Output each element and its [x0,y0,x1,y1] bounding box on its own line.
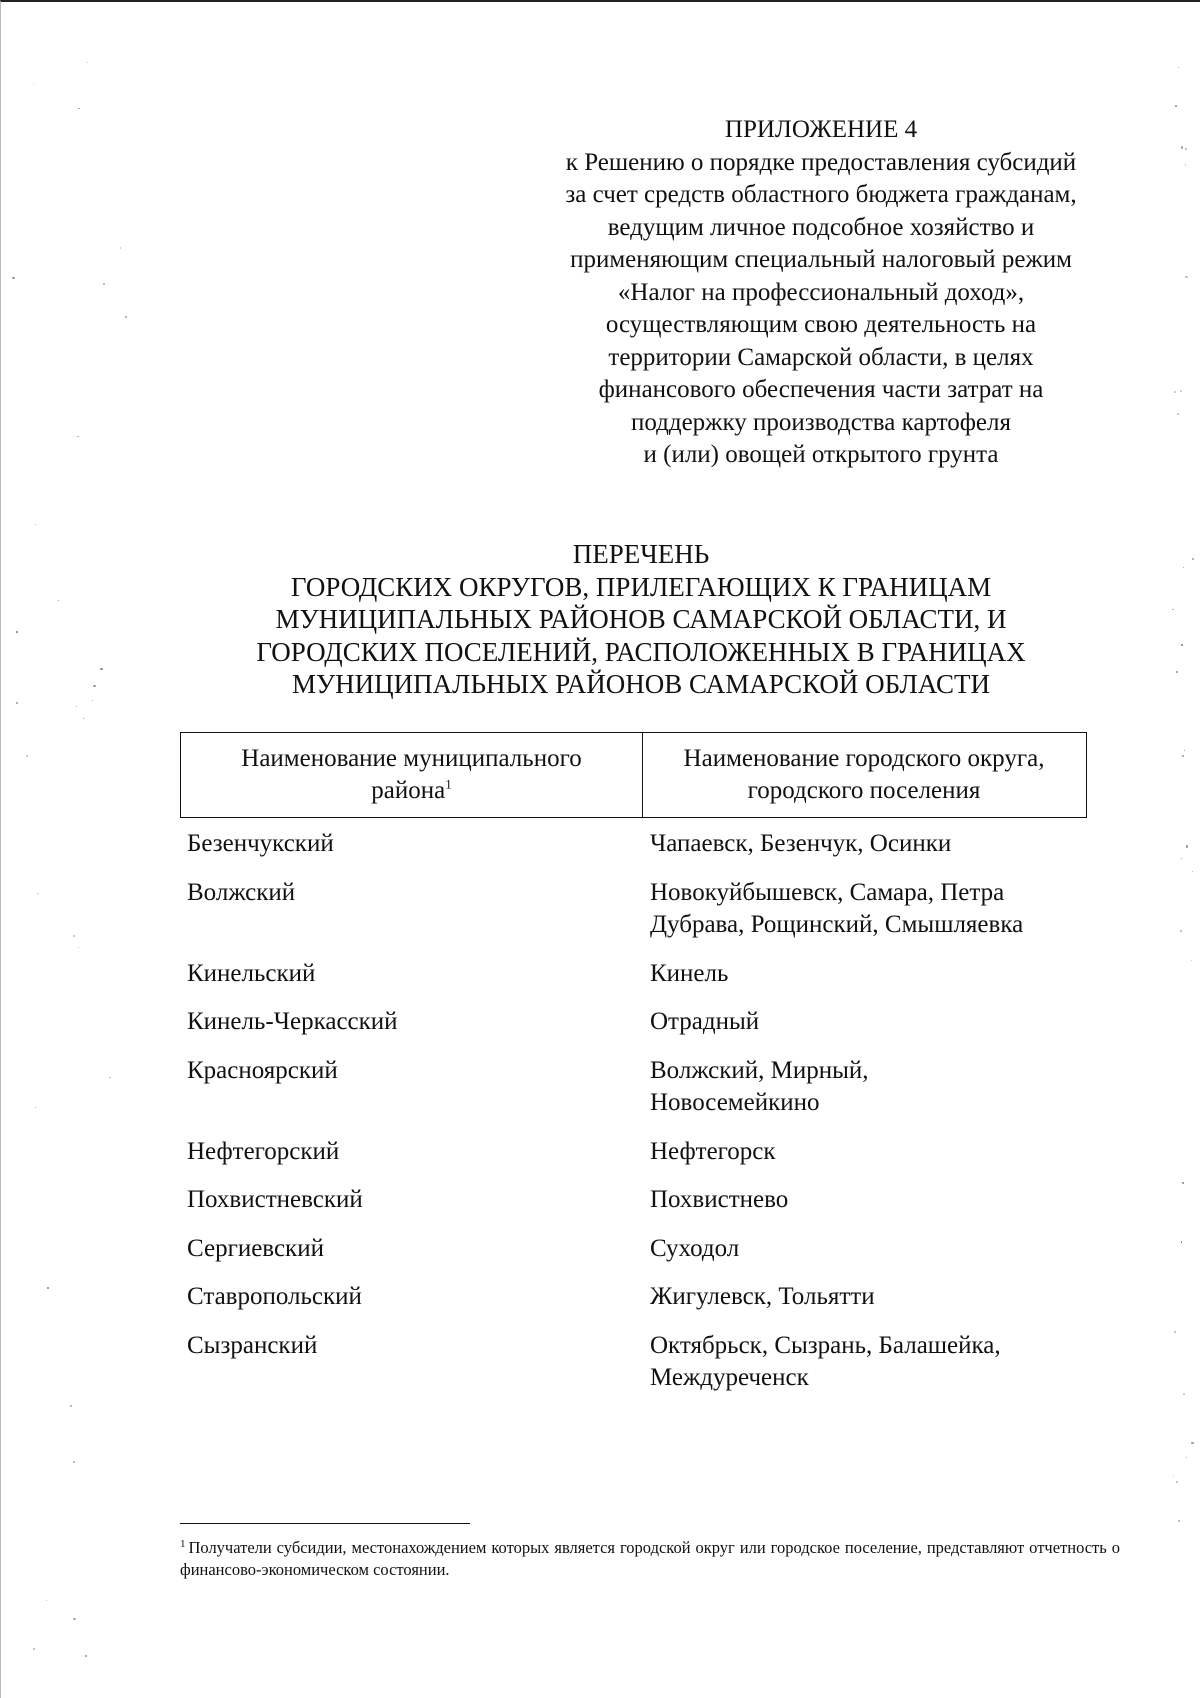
districts-table [180,732,1087,1395]
appendix-line: за счет средств областного бюджета гражданам, [565,181,1077,208]
scan-speck [1176,671,1178,673]
scan-speck [1192,558,1194,560]
footnote-reference: 1 [445,776,452,792]
scan-speck [1186,1457,1187,1458]
appendix-line: и (или) овощей открытого грунта [643,441,999,468]
scan-speck [35,524,36,525]
scan-speck [125,316,127,318]
table-row [180,828,1087,861]
scan-speck [1180,390,1182,392]
scan-speck [109,1077,110,1078]
table-row [180,877,1087,942]
district-cell: Кинель-Черкасский [187,1008,398,1035]
scan-speck [1185,164,1187,166]
scan-speck [1185,148,1187,150]
district-cell: Безенчукский [187,830,334,857]
header-cities [643,733,1085,817]
appendix-line: осуществляющим свою деятельность на [605,311,1037,338]
scan-speck [1178,67,1179,68]
header-cities-line2: городского поселения [747,777,981,804]
cities-line: Суходол [650,1234,740,1262]
heading-line: ГОРОДСКИХ ПОСЕЛЕНИЙ, РАСПОЛОЖЕННЫХ В ГРАНИЦАХ [256,636,1026,667]
district-cell: Нефтегорский [187,1137,340,1165]
appendix-title: ПРИЛОЖЕНИЕ 4 [724,116,918,143]
header-cities-line1: Наименование городского округа, [683,745,1045,772]
scan-speck [1177,413,1179,415]
heading-line: МУНИЦИПАЛЬНЫХ РАЙОНОВ САМАРСКОЙ ОБЛАСТИ [292,669,990,699]
scan-speck [85,1655,87,1657]
scan-speck [33,1648,35,1650]
scan-speck [100,668,102,670]
cities-cell [642,1281,1087,1314]
scan-speck [1181,858,1182,859]
heading-title: ПЕРЕЧЕНЬ [572,539,710,569]
header-district-text [241,743,581,807]
district-cell: Сергиевский [187,1234,324,1262]
scan-speck [1180,930,1182,932]
scan-speck [35,1107,36,1108]
scan-speck [1176,1481,1178,1483]
heading-line: ГОРОДСКИХ ОКРУГОВ, ПРИЛЕГАЮЩИХ К ГРАНИЦАМ [290,571,992,602]
district-cell: Ставропольский [187,1283,362,1310]
appendix-line: поддержку производства картофеля [630,408,1012,436]
scan-speck [93,685,95,687]
table-row [180,1136,1087,1169]
cities-cell [642,1136,1087,1169]
cities-cell [642,1055,1087,1120]
cities-line: Новокуйбышевск, Самара, Петра [650,878,1005,906]
table-body [180,828,1087,1395]
heading-line: МУНИЦИПАЛЬНЫХ РАЙОНОВ САМАРСКОЙ ОБЛАСТИ, И [275,604,1007,634]
cities-line: Похвистнево [650,1186,789,1213]
cities-line: Волжский, Мирный, [650,1056,869,1084]
cities-line: Дубрава, Рощинский, Смышляевка [650,911,1024,938]
scan-speck [46,1600,47,1601]
footnote-mark: 1 [180,1537,186,1550]
scan-speck [16,631,18,633]
table-row [180,1233,1087,1266]
scan-speck [47,1287,49,1289]
scan-speck [1172,609,1173,610]
cities-line: Жигулевск, Тольятти [650,1283,875,1310]
cities-line: Новосемейкино [650,1089,820,1116]
scan-speck [1192,871,1193,872]
cities-line: Чапаевск, Безенчук, Осинки [650,830,952,857]
table-header [180,732,1087,818]
footnote [180,1537,1120,1581]
scan-speck [73,1618,75,1620]
appendix-line: к Решению о порядке предоставления субсидий [565,148,1077,176]
scan-speck [78,108,79,109]
appendix-block [501,114,1141,472]
cities-line: Кинель [650,959,729,987]
scan-speck [120,247,121,248]
footnote-text: Получатели субсидии, местонахождением которых является городской округ или городское поселение, представляют отчетность о финансово-экономическом состоянии. [180,1538,1120,1579]
scan-speck [12,277,14,279]
district-cell: Сызранский [187,1331,318,1359]
scan-speck [1183,1393,1185,1395]
appendix-line: территории Самарской области, в целях [608,343,1034,371]
cities-cell [642,828,1087,861]
table-row [180,958,1087,991]
appendix-line: ведущим личное подсобное хозяйство и [607,213,1035,241]
scan-speck [76,706,77,707]
cities-line: Нефтегорск [650,1137,776,1165]
scan-speck [58,600,59,601]
appendix-line: финансового обеспечения части затрат на [598,376,1044,403]
scan-speck [1181,146,1184,149]
scan-speck [78,947,79,948]
scan-speck [1181,644,1183,646]
scan-speck [1191,1442,1193,1444]
scan-speck [87,62,89,64]
cities-cell [642,877,1087,942]
district-cell: Похвистневский [187,1186,363,1213]
cities-cell [642,1330,1087,1395]
district-cell: Волжский [187,878,296,906]
table-row [180,1006,1087,1039]
footnote-divider [180,1523,470,1524]
scan-speck [1183,567,1184,568]
header-district-line2: района [371,777,446,804]
scan-speck [1181,1241,1183,1243]
cities-cell [642,1184,1087,1217]
cities-line: Отрадный [650,1008,760,1035]
cities-cell [642,1006,1087,1039]
cities-line: Междуреченск [650,1364,809,1391]
scan-speck [16,702,18,704]
scan-speck [1184,750,1185,751]
scan-speck [77,436,79,438]
scan-speck [103,283,105,285]
cities-line: Октябрьск, Сызрань, Балашейка, [650,1331,1001,1359]
scan-speck [1174,391,1176,393]
header-district-line1: Наименование муниципального [241,745,582,772]
scan-speck [1178,1520,1180,1522]
cities-cell [642,958,1087,991]
document-heading [181,538,1101,701]
scan-speck [70,1405,72,1407]
appendix-line: «Налог на профессиональный доход», [617,278,1025,306]
district-cell: Кинельский [187,959,316,987]
scan-speck [1182,1182,1184,1184]
scan-speck [26,755,29,758]
table-row [180,1281,1087,1314]
table-row [180,1330,1087,1395]
header-district [181,733,643,817]
scan-speck [83,718,84,719]
table-row [180,1184,1087,1217]
scan-speck [1175,105,1178,108]
scan-speck [1191,960,1192,961]
scan-speck [37,893,39,895]
scan-speck [1186,845,1188,847]
scan-speck [1173,1476,1174,1477]
district-cell: Красноярский [187,1056,338,1084]
scan-speck [92,700,93,701]
scan-speck [1174,1331,1176,1333]
scan-speck [73,935,75,937]
appendix-line: применяющим специальный налоговый режим [570,246,1072,273]
scan-speck [73,1461,75,1463]
scan-speck [33,84,34,85]
scan-speck [1185,276,1187,278]
cities-cell [642,1233,1087,1266]
table-row [180,1055,1087,1120]
header-cities-text [684,743,1045,807]
scan-speck [1182,755,1184,757]
